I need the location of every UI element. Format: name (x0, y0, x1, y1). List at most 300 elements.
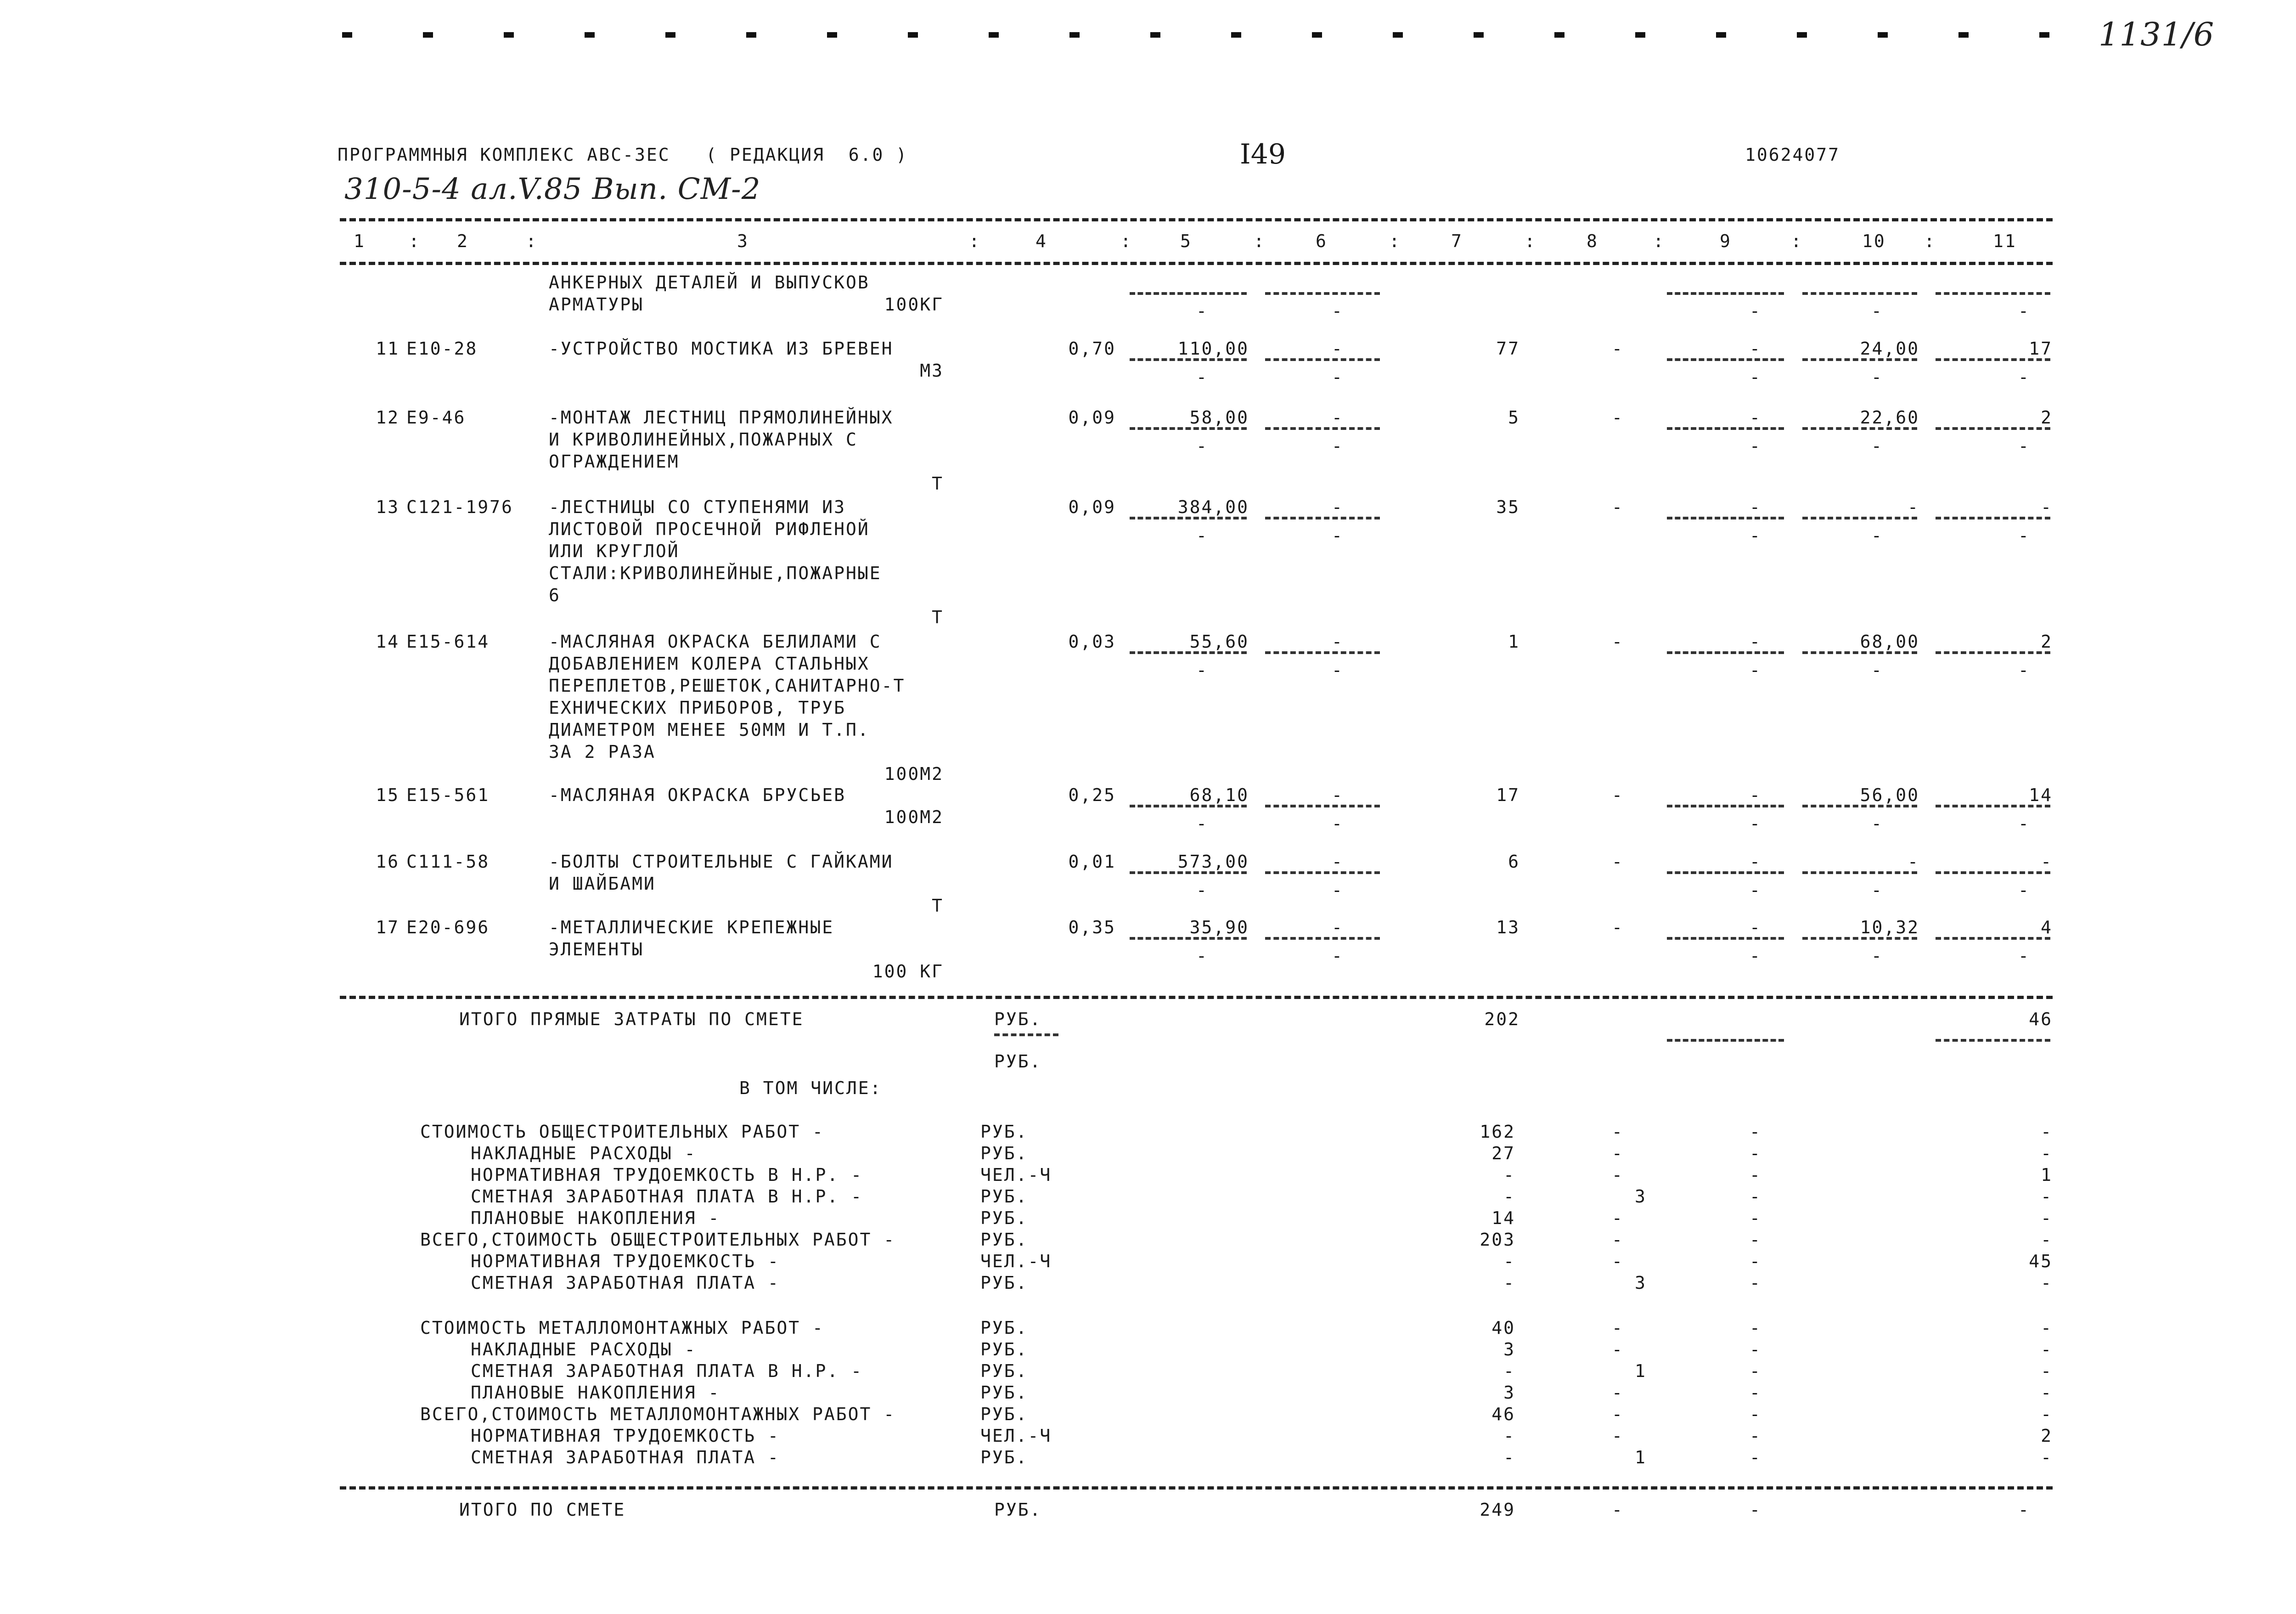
dash-cell: - (1196, 813, 1208, 834)
table-header-rule (340, 262, 2053, 265)
dash-cell: - (1612, 407, 1624, 428)
direct-costs-unit-2: РУБ. (994, 1051, 1042, 1072)
item-code: Е20-696 (406, 917, 490, 937)
item-description: СТАЛИ:КРИВОЛИНЕЙНЫЕ,ПОЖАРНЫЕ (549, 563, 882, 583)
summary-row-col8: - (1612, 1404, 1624, 1424)
summary-row-col7: - (1503, 1186, 1515, 1207)
subtotal-rule (1130, 358, 1247, 361)
summary-row-col9: - (1750, 1404, 1761, 1424)
dash-cell: - (1871, 436, 1883, 456)
item-col11-value: 17 (2029, 339, 2053, 359)
summary-row-col7: - (1503, 1273, 1515, 1293)
summary-row-unit: ЧЕЛ.-Ч (980, 1251, 1052, 1271)
item-col11-value: 2 (2041, 632, 2053, 652)
grand-total-col7: 249 (1480, 1500, 1515, 1520)
subtotal-rule (1265, 292, 1380, 295)
perforation-mark (908, 32, 918, 38)
column-separator: : (1254, 231, 1266, 251)
item-description: -БОЛТЫ СТРОИТЕЛЬНЫЕ С ГАЙКАМИ (549, 852, 894, 872)
summary-row-label: СМЕТНАЯ ЗАРАБОТНАЯ ПЛАТА - (471, 1447, 780, 1467)
summary-row-col7: 46 (1491, 1404, 1515, 1424)
column-separator: : (1653, 231, 1665, 251)
dash-cell: - (1612, 632, 1624, 652)
dash-cell: - (2018, 946, 2030, 966)
direct-costs-unit: РУБ. (994, 1009, 1042, 1029)
summary-row-col8: - (1612, 1165, 1624, 1185)
item-unit-price: 68,10 (1189, 785, 1249, 805)
summary-row-col7: 3 (1503, 1383, 1515, 1403)
summary-row-unit: РУБ. (980, 1273, 1028, 1293)
perforation-mark (1554, 32, 1564, 38)
column-header: 1 (354, 231, 366, 251)
item-description: ЭЛЕМЕНТЫ (549, 939, 644, 959)
item-unit: 100 КГ (872, 961, 944, 982)
summary-row-label: СМЕТНАЯ ЗАРАБОТНАЯ ПЛАТА - (471, 1273, 780, 1293)
subtotal-rule (1265, 358, 1380, 361)
document-code: 10624077 (1745, 145, 1840, 165)
summary-row-col7: - (1503, 1361, 1515, 1381)
dash-cell: - (1612, 917, 1624, 937)
item-unit-price: 384,00 (1177, 497, 1249, 517)
subtotal-rule (1130, 651, 1247, 654)
summary-row-label: НОРМАТИВНАЯ ТРУДОЕМКОСТЬ В Н.Р. - (471, 1165, 863, 1185)
item-description: ДОБАВЛЕНИЕМ КОЛЕРА СТАЛЬНЫХ (549, 654, 870, 674)
subtotal-rule (1936, 805, 2050, 807)
item-unit-price: 58,00 (1189, 407, 1249, 428)
dash-cell: - (1612, 785, 1624, 805)
item-col10-value: - (1908, 497, 1919, 517)
subtotal-rule (1936, 1039, 2050, 1042)
dash-cell: - (1332, 813, 1344, 834)
subtotal-rule (1130, 517, 1247, 519)
summary-row-col11: - (2041, 1208, 2053, 1228)
summary-row-unit: РУБ. (980, 1404, 1028, 1424)
dash-cell: - (1871, 301, 1883, 321)
summary-row-unit: РУБ. (980, 1230, 1028, 1250)
item-col11-value: - (2041, 497, 2053, 517)
perforation-mark (1150, 32, 1160, 38)
summary-row-label: НОРМАТИВНАЯ ТРУДОЕМКОСТЬ - (471, 1426, 780, 1446)
column-header: 6 (1316, 231, 1328, 251)
item-description: ЛИСТОВОЙ ПРОСЕЧНОЙ РИФЛЕНОЙ (549, 519, 870, 539)
item-number: 12 (376, 407, 400, 428)
dash-cell: - (1750, 436, 1761, 456)
subtotal-rule (1130, 871, 1247, 874)
item-quantity: 0,09 (1068, 497, 1116, 517)
dash-cell: - (1750, 660, 1761, 680)
subtotal-rule (1667, 427, 1784, 430)
item-col7-value: 13 (1496, 917, 1520, 937)
summary-row-col11: - (2041, 1339, 2053, 1360)
item-unit-price: 35,90 (1189, 917, 1249, 937)
summary-row-col9: - (1750, 1208, 1761, 1228)
dash-cell: - (1871, 946, 1883, 966)
summary-row-col8: - (1612, 1122, 1624, 1142)
summary-row-unit: РУБ. (980, 1122, 1028, 1142)
item-number: 15 (376, 785, 400, 805)
perforation-mark (342, 32, 352, 38)
perforation-mark (1716, 32, 1726, 38)
dash-cell: - (1871, 525, 1883, 546)
summary-row-col9: - (1750, 1426, 1761, 1446)
column-separator: : (1389, 231, 1401, 251)
subtotal-rule (1936, 871, 2050, 874)
summary-row-unit: ЧЕЛ.-Ч (980, 1426, 1052, 1446)
dash-cell: - (1332, 497, 1344, 517)
summary-row-col11: 1 (2041, 1165, 2053, 1185)
item-unit-price: 110,00 (1177, 339, 1249, 359)
including-heading: В ТОМ ЧИСЛЕ: (739, 1078, 882, 1098)
dash-cell: - (1332, 301, 1344, 321)
dash-cell: - (1332, 407, 1344, 428)
perforation-mark (1474, 32, 1484, 38)
column-header: 9 (1720, 231, 1732, 251)
dash-cell: - (1332, 525, 1344, 546)
item-code: Е10-28 (406, 339, 478, 359)
dash-cell: - (1612, 852, 1624, 872)
program-title: ПРОГРАММНЫЯ КОМПЛЕКС АВС-ЗЕС ( РЕДАКЦИЯ 6.0 ) (338, 145, 908, 165)
summary-row-col11: - (2041, 1318, 2053, 1338)
summary-row-label: ПЛАНОВЫЕ НАКОПЛЕНИЯ - (471, 1208, 720, 1228)
summary-row-col8: - (1612, 1383, 1624, 1403)
subtotal-rule (1936, 292, 2050, 295)
dash-cell: - (1750, 946, 1761, 966)
subtotal-rule (1802, 651, 1917, 654)
summary-row-col8: - (1612, 1251, 1624, 1271)
summary-row-col11: - (2041, 1404, 2053, 1424)
item-description: -МОНТАЖ ЛЕСТНИЦ ПРЯМОЛИНЕЙНЫХ (549, 407, 894, 428)
perforation-mark (827, 32, 837, 38)
item-col11-value: - (2041, 852, 2053, 872)
item-col10-value: 10,32 (1860, 917, 1919, 937)
summary-row-col11: - (2041, 1230, 2053, 1250)
perforation-mark (2039, 32, 2049, 38)
items-bottom-rule (340, 996, 2053, 999)
summary-row-col9: - (1750, 1383, 1761, 1403)
summary-row-label: ВСЕГО,СТОИМОСТЬ ОБЩЕСТРОИТЕЛЬНЫХ РАБОТ - (420, 1230, 896, 1250)
summary-row-col7: 203 (1480, 1230, 1515, 1250)
item-description: ЗА 2 РАЗА (549, 742, 656, 762)
summary-row-col9: - (1750, 1186, 1761, 1207)
dash-cell: - (1332, 946, 1344, 966)
dash-cell: - (1871, 367, 1883, 387)
dash-cell: - (1750, 813, 1761, 834)
column-separator: : (1924, 231, 1936, 251)
item-description: И КРИВОЛИНЕЙНЫХ,ПОЖАРНЫХ С (549, 429, 858, 450)
perforation-mark (1878, 32, 1888, 38)
dash-cell: - (1871, 880, 1883, 900)
subtotal-rule (1936, 427, 2050, 430)
summary-row-col7: 40 (1491, 1318, 1515, 1338)
summary-row-col8: 1 (1635, 1361, 1647, 1381)
subtotal-rule (1802, 427, 1917, 430)
page-number: I49 (1240, 138, 1286, 170)
direct-costs-col7: 202 (1484, 1009, 1520, 1029)
dash-cell: - (1196, 880, 1208, 900)
item-col7-value: 35 (1496, 497, 1520, 517)
summary-row-col11: - (2041, 1186, 2053, 1207)
item-unit: 100М2 (884, 807, 944, 827)
direct-costs-label: ИТОГО ПРЯМЫЕ ЗАТРАТЫ ПО СМЕТЕ (459, 1009, 804, 1029)
subtotal-rule (1802, 805, 1917, 807)
item-unit: 100М2 (884, 764, 944, 784)
summary-row-unit: ЧЕЛ.-Ч (980, 1165, 1052, 1185)
perforation-mark (989, 32, 999, 38)
dash-cell: - (1332, 436, 1344, 456)
summary-row-col9: - (1750, 1318, 1761, 1338)
dash-cell: - (2018, 1500, 2030, 1520)
dash-cell: - (1332, 917, 1344, 937)
item-col10-value: 56,00 (1860, 785, 1919, 805)
item-number: 11 (376, 339, 400, 359)
perforation-mark (1069, 32, 1080, 38)
summary-row-col9: - (1750, 1165, 1761, 1185)
item-col11-value: 4 (2041, 917, 2053, 937)
dash-cell: - (1332, 632, 1344, 652)
item-unit: Т (932, 607, 944, 627)
item-unit: Т (932, 474, 944, 494)
summary-row-unit: РУБ. (980, 1447, 1028, 1467)
summary-row-col11: - (2041, 1273, 2053, 1293)
summary-row-label: НОРМАТИВНАЯ ТРУДОЕМКОСТЬ - (471, 1251, 780, 1271)
dash-cell: - (1612, 497, 1624, 517)
item-col10-value: 24,00 (1860, 339, 1919, 359)
item-col10-value: - (1908, 852, 1919, 872)
dash-cell: - (1750, 917, 1761, 937)
column-header: 11 (1993, 231, 2017, 251)
dash-cell: - (1332, 660, 1344, 680)
column-header: 5 (1180, 231, 1192, 251)
subtotal-rule (1802, 358, 1917, 361)
item-unit: М3 (920, 361, 944, 381)
subtotal-rule (1936, 358, 2050, 361)
summary-row-col9: - (1750, 1361, 1761, 1381)
dash-cell: - (1332, 852, 1344, 872)
summary-row-col8: - (1612, 1208, 1624, 1228)
subtotal-rule (1936, 517, 2050, 519)
dash-cell: - (1871, 660, 1883, 680)
summary-row-col8: - (1612, 1339, 1624, 1360)
dash-cell: - (2018, 813, 2030, 834)
dash-cell: - (1196, 525, 1208, 546)
perforation-mark (1635, 32, 1645, 38)
dash-cell: - (1332, 339, 1344, 359)
subtotal-rule (1265, 651, 1380, 654)
item-code: Е15-561 (406, 785, 490, 805)
item-col10-value: 68,00 (1860, 632, 1919, 652)
column-header: 2 (457, 231, 469, 251)
subtotal-rule (1667, 871, 1784, 874)
summary-row-col8: - (1612, 1230, 1624, 1250)
item-description: 6 (549, 585, 561, 605)
summary-row-unit: РУБ. (980, 1186, 1028, 1207)
subtotal-rule (1265, 937, 1380, 940)
summary-row-label: СТОИМОСТЬ ОБЩЕСТРОИТЕЛЬНЫХ РАБОТ - (420, 1122, 824, 1142)
direct-costs-col11: 46 (2029, 1009, 2053, 1029)
dash-cell: - (1750, 367, 1761, 387)
subtotal-rule (1130, 427, 1247, 430)
summary-row-col8: 1 (1635, 1447, 1647, 1467)
item-col7-value: 5 (1508, 407, 1520, 428)
summary-row-col11: - (2041, 1383, 2053, 1403)
dash-cell: - (1750, 1500, 1761, 1520)
subtotal-rule (1802, 871, 1917, 874)
item-quantity: 0,01 (1068, 852, 1116, 872)
item-description: -УСТРОЙСТВО МОСТИКА ИЗ БРЕВЕН (549, 339, 894, 359)
item-col10-value: 22,60 (1860, 407, 1919, 428)
perforation-mark (1231, 32, 1241, 38)
handwritten-reference: 310-5-4 ал.V.85 Вып. СМ-2 (344, 172, 761, 206)
dash-cell: - (1750, 407, 1761, 428)
item-col7-value: 1 (1508, 632, 1520, 652)
summary-row-unit: РУБ. (980, 1383, 1028, 1403)
summary-row-col9: - (1750, 1273, 1761, 1293)
dash-cell: - (1871, 813, 1883, 834)
subtotal-rule (1130, 937, 1247, 940)
summary-row-col9: - (1750, 1339, 1761, 1360)
summary-row-col9: - (1750, 1230, 1761, 1250)
perforation-mark (1958, 32, 1969, 38)
item-description: АРМАТУРЫ (549, 294, 644, 315)
perforation-mark (423, 32, 433, 38)
summary-row-col7: 14 (1491, 1208, 1515, 1228)
summary-row-col9: - (1750, 1251, 1761, 1271)
subtotal-rule (994, 1033, 1058, 1036)
summary-row-label: СМЕТНАЯ ЗАРАБОТНАЯ ПЛАТА В Н.Р. - (471, 1186, 863, 1207)
subtotal-rule (1667, 937, 1784, 940)
subtotal-rule (1265, 427, 1380, 430)
item-unit-price: 55,60 (1189, 632, 1249, 652)
summary-row-label: ПЛАНОВЫЕ НАКОПЛЕНИЯ - (471, 1383, 720, 1403)
summary-row-unit: РУБ. (980, 1318, 1028, 1338)
item-code: Е9-46 (406, 407, 466, 428)
column-separator: : (409, 231, 421, 251)
column-separator: : (969, 231, 981, 251)
subtotal-rule (1667, 358, 1784, 361)
summary-row-label: СТОИМОСТЬ МЕТАЛЛОМОНТАЖНЫХ РАБОТ - (420, 1318, 824, 1338)
dash-cell: - (1750, 632, 1761, 652)
item-description: И ШАЙБАМИ (549, 874, 656, 894)
item-unit: 100КГ (884, 294, 944, 315)
subtotal-rule (1802, 517, 1917, 519)
item-col7-value: 77 (1496, 339, 1520, 359)
dash-cell: - (1750, 339, 1761, 359)
dash-cell: - (2018, 525, 2030, 546)
perforation-mark (585, 32, 595, 38)
subtotal-rule (1936, 937, 2050, 940)
summary-row-col8: - (1612, 1143, 1624, 1163)
item-description: -МАСЛЯНАЯ ОКРАСКА БРУСЬЕВ (549, 785, 846, 805)
subtotal-rule (1802, 937, 1917, 940)
column-separator: : (1120, 231, 1132, 251)
item-quantity: 0,03 (1068, 632, 1116, 652)
dash-cell: - (1750, 785, 1761, 805)
column-separator: : (1525, 231, 1536, 251)
item-number: 17 (376, 917, 400, 937)
subtotal-rule (1667, 517, 1784, 519)
item-description: АНКЕРНЫХ ДЕТАЛЕЙ И ВЫПУСКОВ (549, 272, 870, 293)
subtotal-rule (1265, 517, 1380, 519)
dash-cell: - (2018, 660, 2030, 680)
perforation-mark (665, 32, 675, 38)
dash-cell: - (1196, 367, 1208, 387)
summary-row-col7: 27 (1491, 1143, 1515, 1163)
subtotal-rule (1130, 805, 1247, 807)
summary-row-col7: - (1503, 1251, 1515, 1271)
subtotal-rule (1130, 292, 1247, 295)
dash-cell: - (2018, 367, 2030, 387)
dash-cell: - (2018, 301, 2030, 321)
item-quantity: 0,25 (1068, 785, 1116, 805)
subtotal-rule (1667, 1039, 1784, 1042)
summary-row-unit: РУБ. (980, 1339, 1028, 1360)
dash-cell: - (2018, 880, 2030, 900)
dash-cell: - (1196, 946, 1208, 966)
subtotal-rule (1265, 871, 1380, 874)
item-col7-value: 17 (1496, 785, 1520, 805)
subtotal-rule (1667, 805, 1784, 807)
dash-cell: - (1332, 785, 1344, 805)
dash-cell: - (2018, 436, 2030, 456)
dash-cell: - (1750, 880, 1761, 900)
dash-cell: - (1750, 525, 1761, 546)
perforation-mark (746, 32, 756, 38)
item-description: ОГРАЖДЕНИЕМ (549, 451, 680, 472)
table-top-rule (340, 218, 2053, 221)
dash-cell: - (1332, 880, 1344, 900)
dash-cell: - (1612, 339, 1624, 359)
dash-cell: - (1196, 301, 1208, 321)
subtotal-rule (1265, 805, 1380, 807)
item-description: -МЕТАЛЛИЧЕСКИЕ КРЕПЕЖНЫЕ (549, 917, 834, 937)
dash-cell: - (1196, 436, 1208, 456)
item-code: Е15-614 (406, 632, 490, 652)
summary-row-label: ВСЕГО,СТОИМОСТЬ МЕТАЛЛОМОНТАЖНЫХ РАБОТ - (420, 1404, 896, 1424)
item-description: -МАСЛЯНАЯ ОКРАСКА БЕЛИЛАМИ С (549, 632, 882, 652)
item-col11-value: 2 (2041, 407, 2053, 428)
perforation-mark (1393, 32, 1403, 38)
summary-row-col8: 3 (1635, 1273, 1647, 1293)
perforation-mark (1797, 32, 1807, 38)
perforation-mark (1312, 32, 1322, 38)
summary-row-col7: - (1503, 1447, 1515, 1467)
item-unit-price: 573,00 (1177, 852, 1249, 872)
subtotal-rule (1667, 292, 1784, 295)
item-code: С111-58 (406, 852, 490, 872)
item-description: ПЕРЕПЛЕТОВ,РЕШЕТОК,САНИТАРНО-Т (549, 676, 906, 696)
item-description: ДИАМЕТРОМ МЕНЕЕ 50ММ И Т.П. (549, 720, 870, 740)
item-number: 16 (376, 852, 400, 872)
summary-row-col11: - (2041, 1447, 2053, 1467)
item-description: ЕХНИЧЕСКИХ ПРИБОРОВ, ТРУБ (549, 698, 846, 718)
summary-row-col8: - (1612, 1318, 1624, 1338)
summary-row-col11: 2 (2041, 1426, 2053, 1446)
item-description: -ЛЕСТНИЦЫ СО СТУПЕНЯМИ ИЗ (549, 497, 846, 517)
item-unit: Т (932, 896, 944, 916)
column-separator: : (526, 231, 538, 251)
subtotal-rule (1667, 651, 1784, 654)
column-separator: : (1791, 231, 1803, 251)
corner-note: 1131/6 (2099, 16, 2215, 53)
dash-cell: - (1750, 497, 1761, 517)
summary-row-col11: - (2041, 1361, 2053, 1381)
dash-cell: - (1196, 660, 1208, 680)
perforation-mark (504, 32, 514, 38)
subtotal-rule (1802, 292, 1917, 295)
summary-row-col11: - (2041, 1122, 2053, 1142)
summary-row-col9: - (1750, 1122, 1761, 1142)
summary-row-unit: РУБ. (980, 1143, 1028, 1163)
